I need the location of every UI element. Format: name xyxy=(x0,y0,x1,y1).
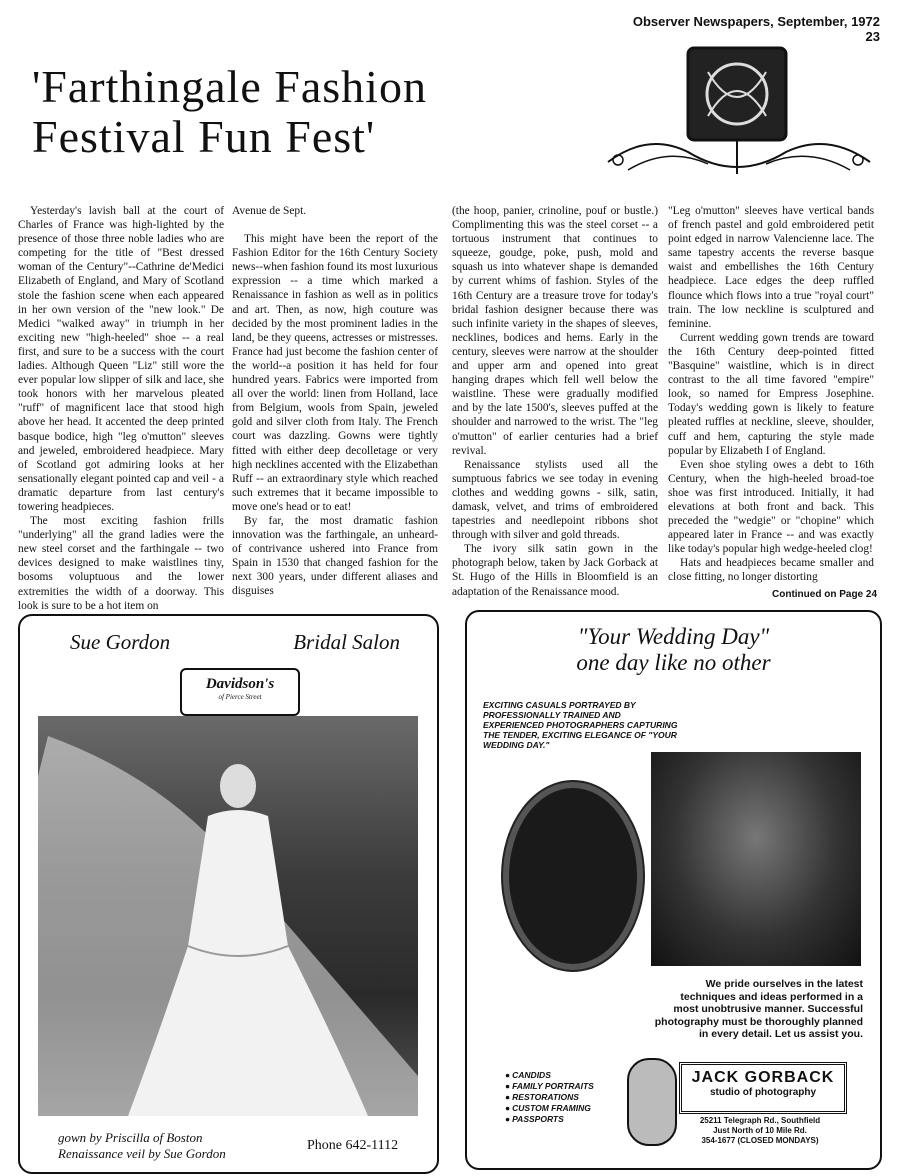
paragraph: The most exciting fashion frills "underlying" all the grand ladies were the new steel corset and the farthingale -- two devices designed to make waistlines tiny, bosoms voluptuous and the lower extremities the width of a doorway. This look is sure to be a hot item on xyxy=(18,515,224,612)
ad-body-text: We pride ourselves in the latest techniques and ideas performed in a most unobtrusive manner. Successful photography must be thoroughly planned in every detail. Let us assist you. xyxy=(654,978,863,1040)
bride-photo xyxy=(38,716,418,1116)
studio-name: JACK GORBACK xyxy=(691,1069,835,1086)
title-line-1: 'Farthingale Fashion xyxy=(32,61,427,112)
paragraph: Yesterday's lavish ball at the court of Charles of France was high-lighted by the presence of those three noble ladies who are competing for the title of "Best dressed woman of the Century"--Cathrine de'Medici Elizabeth of England, and Mary of Scotland stole the fashion scene when each appeared in her own version of the "new look." De Medici "walked away" in triumph in her exciting new "high-heeled" shoe -- a real first, and sure to be a success with the court ladies. Although Queen "Liz" still wore the ever popular low slipper of silk and lace, she took honors with her marvelous pleated "ruff" of magnificent lace that stood high above her head. It accented the deep printed basque bodice, high "leg o'mutton" sleeves and jeweled, embroidered headpiece. Mary of Scotland got admiring looks at her sensationally elegant pointed cap and veil - a dramatic departure from last century's towering headpieces. xyxy=(18,205,224,513)
studio-subtitle: studio of photography xyxy=(709,1087,817,1098)
article-column-3 xyxy=(452,204,658,599)
ad-headline xyxy=(467,624,880,676)
salon-name-left: Sue Gordon xyxy=(70,630,171,654)
paragraph: (the hoop, panier, crinoline, pouf or bustle.) Complimenting this was the steel corset -- a tortuous instrument that continues to squeeze, goudge, poke, push, mold and squash us into whatever shape is demanded by current whims of fashion. Styles of the 16th Century are a treasure trove for today's bridal fashion designer because there was such infinite variety in the shapes of sleeves, necklines, bodices and hems. Early in the century, sleeves were narrow at the shoulder and upper arm and opened into great hanging drapes which fell well below the waistline. These were gradually modified and by the late 1500's, sleeves puffed at the shoulder and narrowed to the wrist. The "leg o'mutton" of earlier centuries had a brief revival. xyxy=(452,205,658,457)
caption-line-2: Renaissance veil by Sue Gordon xyxy=(58,1146,226,1161)
paragraph: Current wedding gown trends are toward the 16th Century deep-pointed fitted "Basquine" waistline, which is in direct contrast to the all time favored "empire" look, so named for Empress Josephine. Today's wedding gown is likely to feature pleated ruffles at neckline, sleeve, shoulder, cuff and hem, capturing the style made popular by Elizabeth I of England. xyxy=(668,331,874,457)
salon-title xyxy=(70,630,400,655)
publication-date: Observer Newspapers, September, 1972 xyxy=(632,14,880,29)
paragraph: This might have been the report of the Fashion Editor for the 16th Century Society news--when fashion found its most luxurious expression -- a time which marked a Renaissance in fashion as well as in politics and art. Then, as now, high couture was decided by the most prominent ladies in the land, be they queens, actresses or mistresses. France had just become the fashion center of the world--a position it has held for four hundred years. Fabrics were imported from all over the world: linen from Holland, lace from Belgium, wools from Spain, jeweled gold and silver cloth from Italy. The French court was dazzling. Gowns were tightly fitted with either deep decolletage or very high necklines accented with the Elizabethan Ruff -- an extraordinary style which reached such extremes that it became impossible to move one's head or to eat! xyxy=(232,233,438,513)
bridal-salon-ad xyxy=(18,614,439,1174)
address-line-3: 354-1677 (CLOSED MONDAYS) xyxy=(701,1136,819,1145)
portrait-icon xyxy=(627,1058,677,1146)
logo-main: Davidson's xyxy=(205,676,275,692)
article-title xyxy=(32,62,592,162)
headline-line-1: "Your Wedding Day" xyxy=(577,624,770,649)
article-column-2 xyxy=(232,204,438,599)
list-item: ● CUSTOM FRAMING xyxy=(505,1103,594,1114)
ad-tagline: EXCITING CASUALS PORTRAYED BY PROFESSIONALLY TRAINED AND EXPERIENCED PHOTOGRAPHERS CAPTURING THE TENDER, EXCITING ELEGANCE OF "YOUR WEDDING DAY." xyxy=(483,700,678,750)
paragraph: By far, the most dramatic fashion innovation was the farthingale, an unheard-of contrivance ushered into France from Spain in 1530 that changed fashion for the next 300 years, under different aliases and disguises xyxy=(232,514,438,598)
list-item: ● CANDIDS xyxy=(505,1070,594,1081)
address-line-2: Just North of 10 Mile Rd. xyxy=(713,1126,807,1135)
article-column-4 xyxy=(668,204,874,585)
caption-line-1: gown by Priscilla of Boston xyxy=(58,1130,203,1145)
address-line-1: 25211 Telegraph Rd., Southfield xyxy=(699,1116,821,1125)
title-line-2: Festival Fun Fest' xyxy=(32,111,376,162)
paragraph: Even shoe styling owes a debt to 16th Century, when the high-heeled broad-toe shoe was first introduced. Initially, it had elevations at both front and back. This preceded the "wedgie" or "chopine" which appeared later in France -- and was exactly like today's popular high wedge-heeled clog! xyxy=(668,458,874,556)
list-item: ● RESTORATIONS xyxy=(505,1092,594,1103)
photography-ad xyxy=(465,610,882,1170)
list-item: ● FAMILY PORTRAITS xyxy=(505,1081,594,1092)
continued-note: Continued on Page 24 xyxy=(772,589,878,600)
logo-sub: of Pierce Street xyxy=(218,693,262,701)
studio-address xyxy=(679,1116,841,1146)
paragraph: Renaissance stylists used all the sumptuous fabrics we see today in evening clothes and wedding gowns - silk, satin, damask, velvet, and trims of embroidered tapestries and needlepoint ribbons shot through with silver and gold threads. xyxy=(452,458,658,542)
services-list xyxy=(505,1070,594,1125)
page-number: 23 xyxy=(865,29,880,44)
headline-line-2: one day like no other xyxy=(576,650,771,675)
paragraph: The ivory silk satin gown in the photograph below, taken by Jack Gorback at St. Hugo of the Hills in Bloomfield is an adaptation of the Renaissance mood. xyxy=(452,543,658,598)
page-header xyxy=(620,14,880,44)
studio-logo xyxy=(679,1062,847,1114)
ornament-illustration xyxy=(588,42,888,182)
article-column-1 xyxy=(18,204,224,613)
couple-photo xyxy=(651,752,861,966)
list-item: ● PASSPORTS xyxy=(505,1114,594,1125)
davidsons-logo xyxy=(180,668,300,716)
salon-phone: Phone 642-1112 xyxy=(307,1138,399,1153)
paragraph: Avenue de Sept. xyxy=(232,205,307,217)
cameo-frame-photo xyxy=(503,782,643,970)
photo-caption xyxy=(58,1130,226,1162)
salon-name-right: Bridal Salon xyxy=(293,630,400,654)
bride-silhouette-icon xyxy=(38,716,418,1116)
paragraph: "Leg o'mutton" sleeves have vertical bands of french pastel and gold embroidered petit point edged in narrow Valencienne lace. The same tapestry accents the reverse basque waist and embellishes the 16th Century headpiece. Lace edges the deep ruffled flounce which flows into a true "royal court" train. The low neckline is sculptured and feminine. xyxy=(668,205,874,330)
paragraph: Hats and headpieces became smaller and close fitting, no longer distorting xyxy=(668,557,874,584)
